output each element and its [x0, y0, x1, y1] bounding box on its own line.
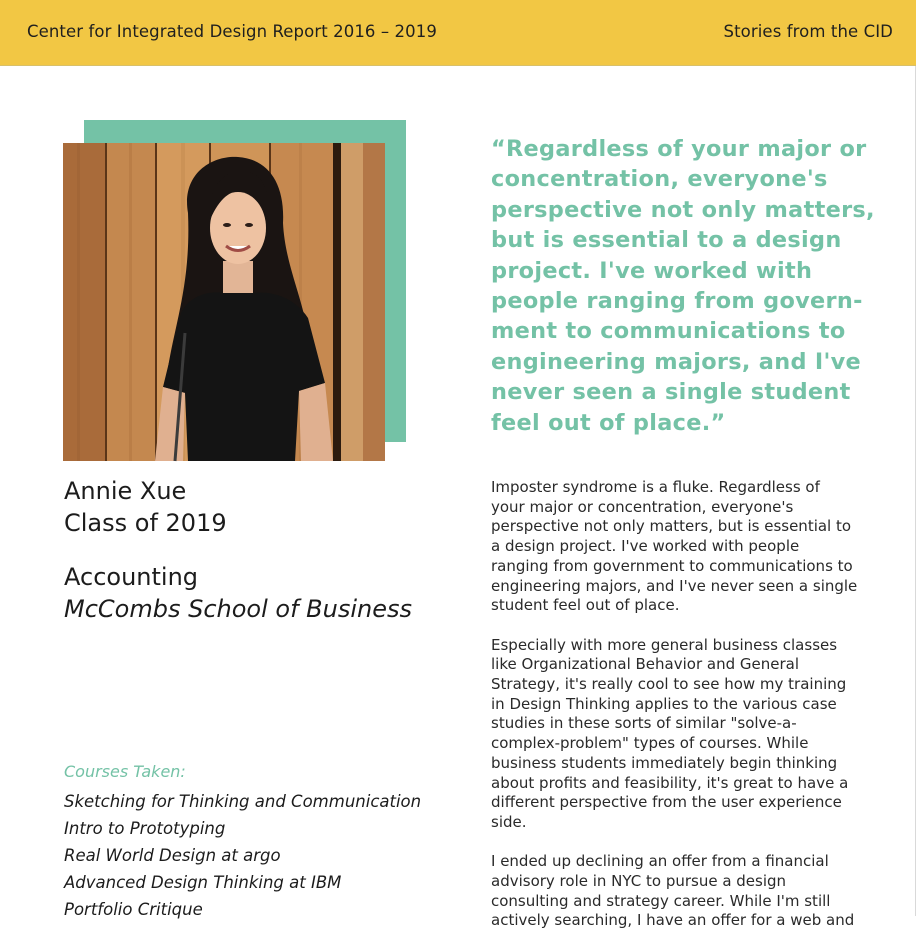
profile-photo	[63, 143, 385, 461]
body-paragraph	[491, 852, 891, 931]
pull-quote	[491, 134, 891, 438]
course-item: Real World Design at argo	[64, 846, 281, 865]
body-paragraph	[491, 636, 891, 833]
quote-line: engineering majors, and I've	[491, 348, 862, 375]
major: Accounting	[64, 563, 199, 591]
quote-line: feel out of place.”	[491, 409, 726, 436]
course-list	[64, 788, 421, 923]
quote-line: but is essential to a design	[491, 227, 842, 254]
body-line: in Design Thinking applies to the various case	[491, 694, 837, 713]
quote-line: perspective not only matters,	[491, 196, 875, 223]
quote-line: people ranging from govern-	[491, 288, 863, 315]
body-line: Strategy, it's really cool to see how my training	[491, 675, 847, 694]
body-line: consulting and strategy career. While I'm still	[491, 891, 831, 910]
page-header	[0, 0, 916, 66]
body-line: like Organizational Behavior and General	[491, 655, 799, 674]
courses-section	[64, 761, 421, 923]
academic-info	[64, 561, 412, 625]
body-line: your major or concentration, everyone's	[491, 497, 794, 516]
student-name: Annie Xue	[64, 477, 187, 505]
report-title: Center for Integrated Design Report 2016 – 2019	[27, 22, 437, 41]
body-line: a design project. I've worked with people	[491, 537, 800, 556]
course-item: Portfolio Critique	[64, 900, 203, 919]
body-line: different perspective from the user experience	[491, 793, 842, 812]
course-item: Intro to Prototyping	[64, 819, 226, 838]
course-item: Sketching for Thinking and Communication	[64, 792, 422, 811]
class-year: Class of 2019	[64, 509, 227, 537]
body-line: about profits and feasibility, it's great to have a	[491, 773, 849, 792]
body-line: Imposter syndrome is a fluke. Regardless of	[491, 478, 820, 496]
section-title: Stories from the CID	[723, 22, 893, 41]
body-line: ranging from government to communications to	[491, 556, 853, 575]
body-line: side.	[491, 812, 527, 831]
body-line: actively searching, I have an offer for a web and	[491, 911, 855, 930]
quote-line: concentration, everyone's	[491, 166, 828, 193]
article-body	[491, 478, 891, 951]
body-paragraph	[491, 478, 891, 616]
body-line: studies in these sorts of similar "solve-a-	[491, 714, 797, 733]
quote-line: project. I've worked with	[491, 257, 813, 284]
body-line: Especially with more general business classes	[491, 635, 838, 654]
body-line: engineering majors, and I've never seen a single	[491, 576, 858, 595]
body-line: business students immediately begin thinking	[491, 753, 838, 772]
courses-heading: Courses Taken:	[64, 762, 186, 781]
body-line: complex-problem" types of courses. While	[491, 734, 809, 753]
quote-line: “Regardless of your major or	[491, 136, 867, 162]
body-line: student feel out of place.	[491, 596, 680, 615]
body-line: perspective not only matters, but is essential to	[491, 517, 852, 536]
school-name: McCombs School of Business	[64, 595, 412, 623]
quote-line: ment to communications to	[491, 318, 846, 345]
course-item: Advanced Design Thinking at IBM	[64, 873, 342, 892]
quote-line: never seen a single student	[491, 379, 851, 406]
body-line: advisory role in NYC to pursue a design	[491, 872, 787, 891]
body-line: I ended up declining an offer from a financial	[491, 852, 829, 871]
student-identity	[64, 475, 227, 539]
